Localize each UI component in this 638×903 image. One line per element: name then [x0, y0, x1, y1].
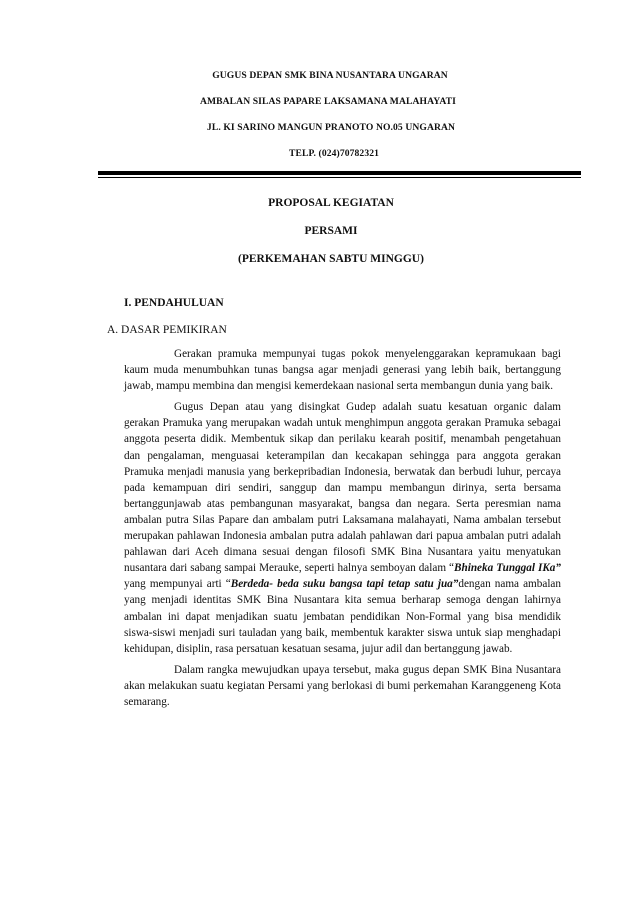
paragraph-2-part-b: yang mempunyai arti “	[124, 578, 231, 591]
paragraph-2-motto: Bhineka Tunggal IKa”	[454, 562, 561, 575]
paragraph-1: Gerakan pramuka mempunyai tugas pokok menyelenggarakan kepramukaan bagi kaum muda menumbuhkan tunas bangsa agar menjadi generasi yang lebih baik, bertanggung jawab, mampu membina dan mengisi kemerdekaan nasional serta membangun dunia yang baik.	[124, 348, 561, 393]
paragraph-2-meaning: Berdeda- beda suku bangsa tapi tetap satu jua”	[230, 578, 459, 591]
document-title	[0, 196, 638, 280]
title-line-1: PROPOSAL KEGIATAN	[268, 197, 394, 209]
paragraph-2	[124, 399, 561, 657]
title-line-2: PERSAMI	[304, 225, 358, 237]
letterhead-phone: TELP. (024)70782321	[288, 148, 380, 159]
section-heading: I. PENDAHULUAN	[124, 297, 224, 309]
paragraph-2-part-c: dengan nama ambalan yang menjadi identitas SMK Bina Nusantara kita semua berharap semoga dengan lahirnya ambalan ini dapat menjadikan suatu jembatan pendidikan Non-Formal yang bisa mendidik siswa-siswi menjadi suri tauladan yang baik, membentuk karakter siswa untuk siap menghadapi kehidupan, disiplin, rasa persatuan kesatuan sesama, jujur adil dan bertanggung jawab.	[124, 578, 561, 655]
letterhead-divider-thin	[98, 177, 581, 178]
letterhead-address: JL. KI SARINO MANGUN PRANOTO NO.05 UNGARAN	[206, 122, 456, 133]
title-line-3: (PERKEMAHAN SABTU MINGGU)	[238, 253, 424, 265]
letterhead	[0, 70, 638, 174]
letterhead-ambalan: AMBALAN SILAS PAPARE LAKSAMANA MALAHAYATI	[199, 96, 457, 107]
paragraph-2-part-a: Gugus Depan atau yang disingkat Gudep adalah suatu kesatuan organic dalam gerakan Pramuka yang merupakan wadah untuk menghimpun anggota gerakan Pramuka sebagai anggota peserta didik. Membentuk sikap dan perilaku kearah positif, menambah pengetahuan dan pengalaman, menguasai keterampilan dan kecakapan sehingga para anggota gerakan Pramuka menjadi manusia yang berkepribadian Indonesia, berwatak dan berbudi luhur, percaya pada kemampuan diri sendiri, sanggup dan mampu membangun dirinya, serta bersama bertanggunjawab atas pembangunan masyarakat, bangsa dan negara. Serta peresmian nama ambalan putra Silas Papare dan ambalam putri Laksamana malahayati, Nama ambalan tersebut merupakan pahlawan Indonesia ambalan putra adalah pahlawan dari papua ambalan putri adalah pahlawan dari Aceh dimana sesuai dengan filosofi SMK Bina Nusantara yaitu menyatukan nusantara dari sabang sampai Merauke, seperti halnya semboyan dalam “	[124, 401, 561, 575]
body-text	[124, 346, 561, 715]
letterhead-divider-thick	[98, 171, 581, 175]
subsection-heading: A. DASAR PEMIKIRAN	[107, 324, 227, 336]
letterhead-organization: GUGUS DEPAN SMK BINA NUSANTARA UNGARAN	[212, 70, 448, 81]
paragraph-3: Dalam rangka mewujudkan upaya tersebut, maka gugus depan SMK Bina Nusantara akan melakukan suatu kegiatan Persami yang berlokasi di bumi perkemahan Karanggeneng Kota semarang.	[124, 663, 561, 708]
